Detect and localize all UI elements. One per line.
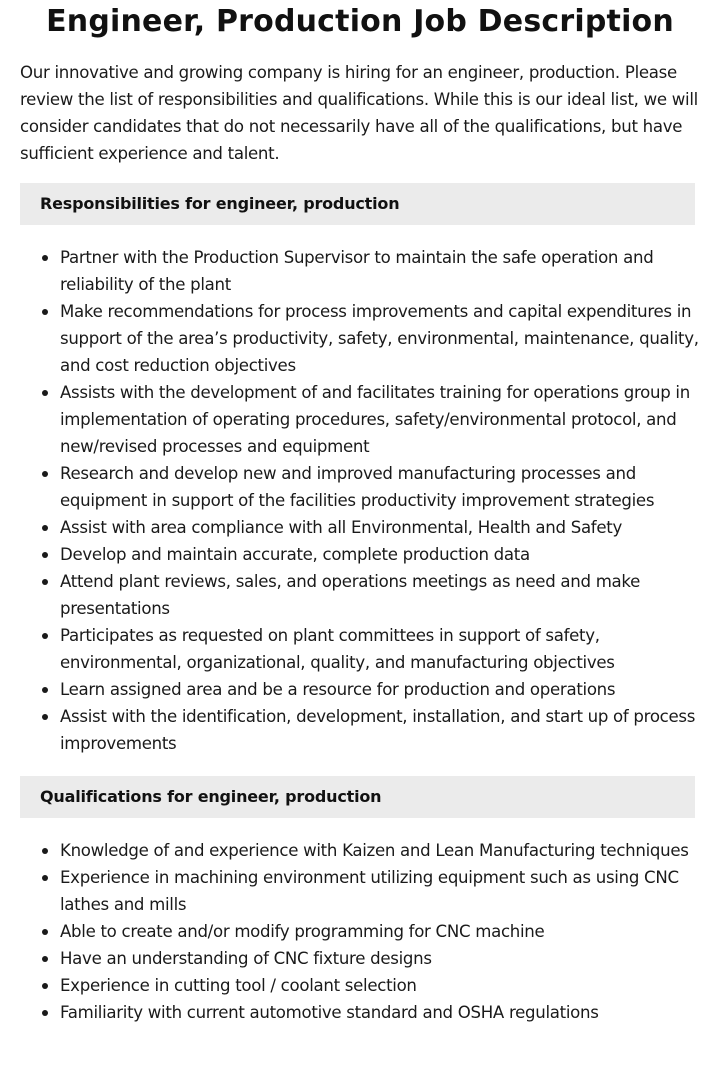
list-item-text: Develop and maintain accurate, complete production data	[60, 545, 530, 564]
list-item-text: Familiarity with current automotive standard and OSHA regulations	[60, 1003, 599, 1022]
list-item-text: Attend plant reviews, sales, and operations meetings as need and make presentations	[60, 572, 641, 618]
list-item	[20, 541, 702, 568]
list-item-text: Assists with the development of and facilitates training for operations group in implementation of operating procedures, safety/environmental protocol, and new/revised processes and equipment	[60, 383, 690, 456]
bullet-icon	[42, 956, 48, 962]
bullet-icon	[42, 309, 48, 315]
list-item	[20, 972, 702, 999]
list-item	[20, 622, 702, 676]
qualifications-list	[20, 837, 702, 1026]
bullet-icon	[42, 983, 48, 989]
bullet-icon	[42, 390, 48, 396]
list-item-text: Knowledge of and experience with Kaizen and Lean Manufacturing techniques	[60, 841, 689, 860]
list-item	[20, 568, 702, 622]
list-item-text: Research and develop new and improved manufacturing processes and equipment in support of the facilities productivity improvement strategies	[60, 464, 655, 510]
list-item-text: Make recommendations for process improvements and capital expenditures in support of the area’s productivity, safety, environmental, maintenance, quality, and cost reduction objectives	[60, 302, 699, 375]
list-item-text: Experience in machining environment utilizing equipment such as using CNC lathes and mills	[60, 868, 679, 914]
bullet-icon	[42, 525, 48, 531]
list-item-text: Partner with the Production Supervisor to maintain the safe operation and reliability of the plant	[60, 248, 654, 294]
bullet-icon	[42, 471, 48, 477]
responsibilities-heading: Responsibilities for engineer, production	[20, 183, 695, 225]
list-item	[20, 514, 702, 541]
list-item	[20, 298, 702, 379]
list-item-text: Experience in cutting tool / coolant selection	[60, 976, 417, 995]
bullet-icon	[42, 929, 48, 935]
bullet-icon	[42, 1010, 48, 1016]
bullet-icon	[42, 633, 48, 639]
bullet-icon	[42, 875, 48, 881]
list-item	[20, 837, 702, 864]
responsibilities-list	[20, 244, 702, 757]
list-item	[20, 945, 702, 972]
list-item-text: Assist with the identification, development, installation, and start up of process improvements	[60, 707, 696, 753]
bullet-icon	[42, 255, 48, 261]
list-item	[20, 999, 702, 1026]
bullet-icon	[42, 714, 48, 720]
list-item-text: Learn assigned area and be a resource for production and operations	[60, 680, 616, 699]
list-item	[20, 244, 702, 298]
list-item	[20, 864, 702, 918]
list-item	[20, 379, 702, 460]
page-title: Engineer, Production Job Description	[46, 4, 674, 39]
list-item	[20, 918, 702, 945]
bullet-icon	[42, 848, 48, 854]
list-item	[20, 676, 702, 703]
list-item-text: Able to create and/or modify programming for CNC machine	[60, 922, 545, 941]
list-item-text: Have an understanding of CNC fixture designs	[60, 949, 432, 968]
list-item	[20, 703, 702, 757]
bullet-icon	[42, 579, 48, 585]
list-item	[20, 460, 702, 514]
intro-paragraph: Our innovative and growing company is hiring for an engineer, production. Please review the list of responsibilities and qualifications. While this is our ideal list, we will consider candidates that do not necessarily have all of the qualifications, but have sufficient experience and talent.	[20, 63, 698, 163]
bullet-icon	[42, 687, 48, 693]
list-item-text: Assist with area compliance with all Environmental, Health and Safety	[60, 518, 622, 537]
list-item-text: Participates as requested on plant committees in support of safety, environmental, organizational, quality, and manufacturing objectives	[60, 626, 615, 672]
bullet-icon	[42, 552, 48, 558]
qualifications-heading: Qualifications for engineer, production	[20, 776, 695, 818]
